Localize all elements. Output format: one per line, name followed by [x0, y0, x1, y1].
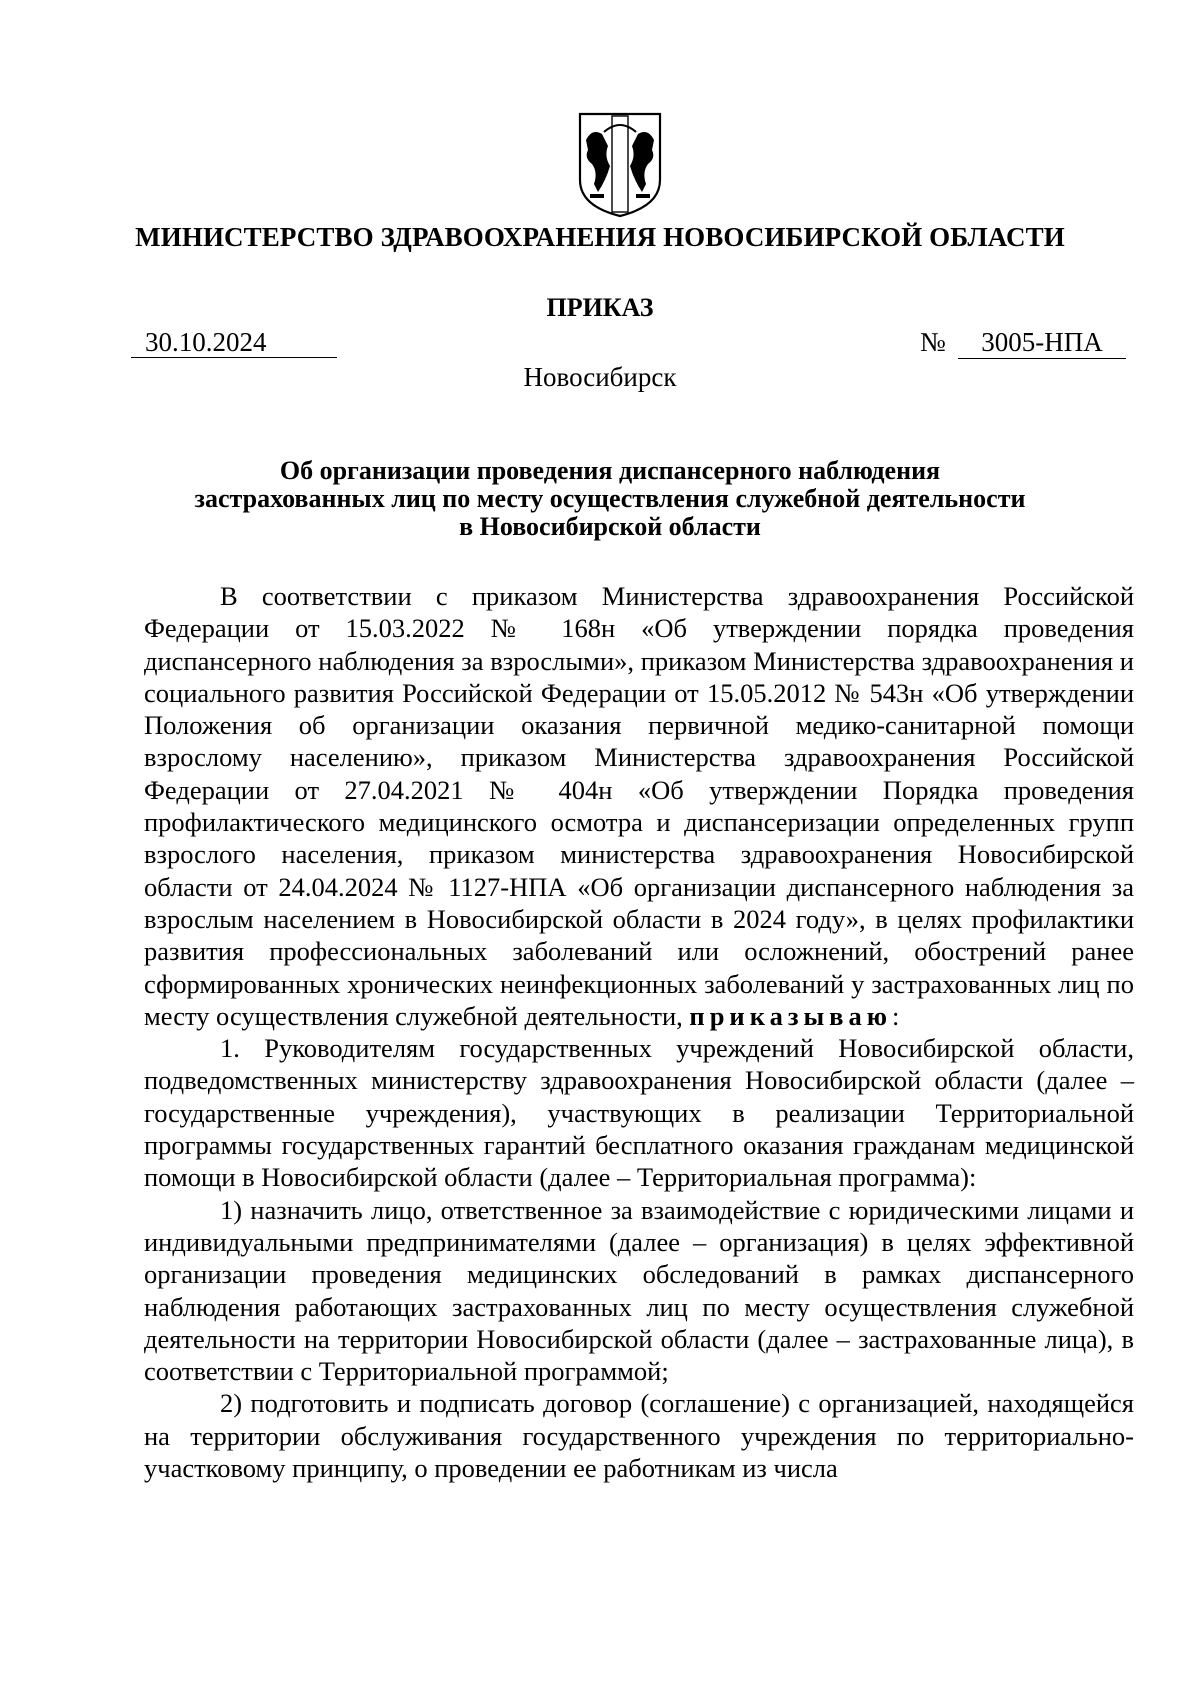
item-1-2: 2) подготовить и подписать договор (соглашение) с организацией, находящейся на территории обслуживания государственного учреждения по территориально-участковому принципу, о проведении ее работникам из числа: [144, 1388, 1134, 1484]
document-body: [144, 580, 1134, 1484]
item-1: 1. Руководителям государственных учреждений Новосибирской области, подведомственных министерству здравоохранения Новосибирской области (далее – государственные учреждения), участвующих в реализации Территориальной программы государственных гарантий бесплатного оказания гражданам медицинской помощи в Новосибирской области (далее – Территориальная программа):: [144, 1033, 1134, 1193]
number-sign: №: [920, 327, 946, 357]
order-word: приказываю: [689, 1000, 892, 1031]
preamble-text: В соответствии с приказом Министерства здравоохранения Российской Федерации от 15.03.2022 № 168н «Об утверждении порядка проведения диспансерного наблюдения за взрослыми», приказом Министерства здравоохранения и социального развития Российской Федерации от 15.05.2012 № 543н «Об утверждении Положения об организации оказания первичной медико-санитарной помощи взрослому населению», приказом Министерства здравоохранения Российской Федерации от 27.04.2021 № 404н «Об утверждении Порядка проведения профилактического медицинского осмотра и диспансеризации определенных групп взрослого населения, приказом министерства здравоохранения Новосибирской области от 24.04.2024 № 1127-НПА «Об организации диспансерного наблюдения за взрослым населением в Новосибирской области в 2024 году», в целях профилактики развития профессиональных заболеваний или осложнений, обострений ранее сформированных хронических неинфекционных заболеваний у застрахованных лиц по месту осуществления служебной деятельности,: [144, 581, 1134, 1031]
subject-line-3: в Новосибирской области: [459, 512, 761, 541]
coat-of-arms-icon: [574, 110, 666, 220]
order-date: 30.10.2024: [131, 326, 337, 358]
ministry-name: МИНИСТЕРСТВО ЗДРАВООХРАНЕНИЯ НОВОСИБИРСКОЙ ОБЛАСТИ: [135, 222, 1065, 252]
preamble-paragraph: [144, 580, 1134, 1032]
document-type: ПРИКАЗ: [546, 293, 654, 322]
subject-line-2: застрахованных лиц по месту осуществления служебной деятельности: [194, 484, 1026, 513]
order-number: 3005-НПА: [958, 326, 1126, 359]
order-subject: [160, 457, 1060, 541]
city: Новосибирск: [523, 362, 677, 392]
subject-line-1: Об организации проведения диспансерного наблюдения: [279, 456, 941, 485]
item-1-1: 1) назначить лицо, ответственное за взаимодействие с юридическими лицами и индивидуальными предпринимателями (далее – организация) в целях эффективной организации проведения медицинских обследований в рамках диспансерного наблюдения работающих застрахованных лиц по месту осуществления служебной деятельности на территории Новосибирской области (далее – застрахованные лица), в соответствии с Территориальной программой;: [144, 1194, 1134, 1387]
order-colon: :: [891, 1000, 900, 1031]
